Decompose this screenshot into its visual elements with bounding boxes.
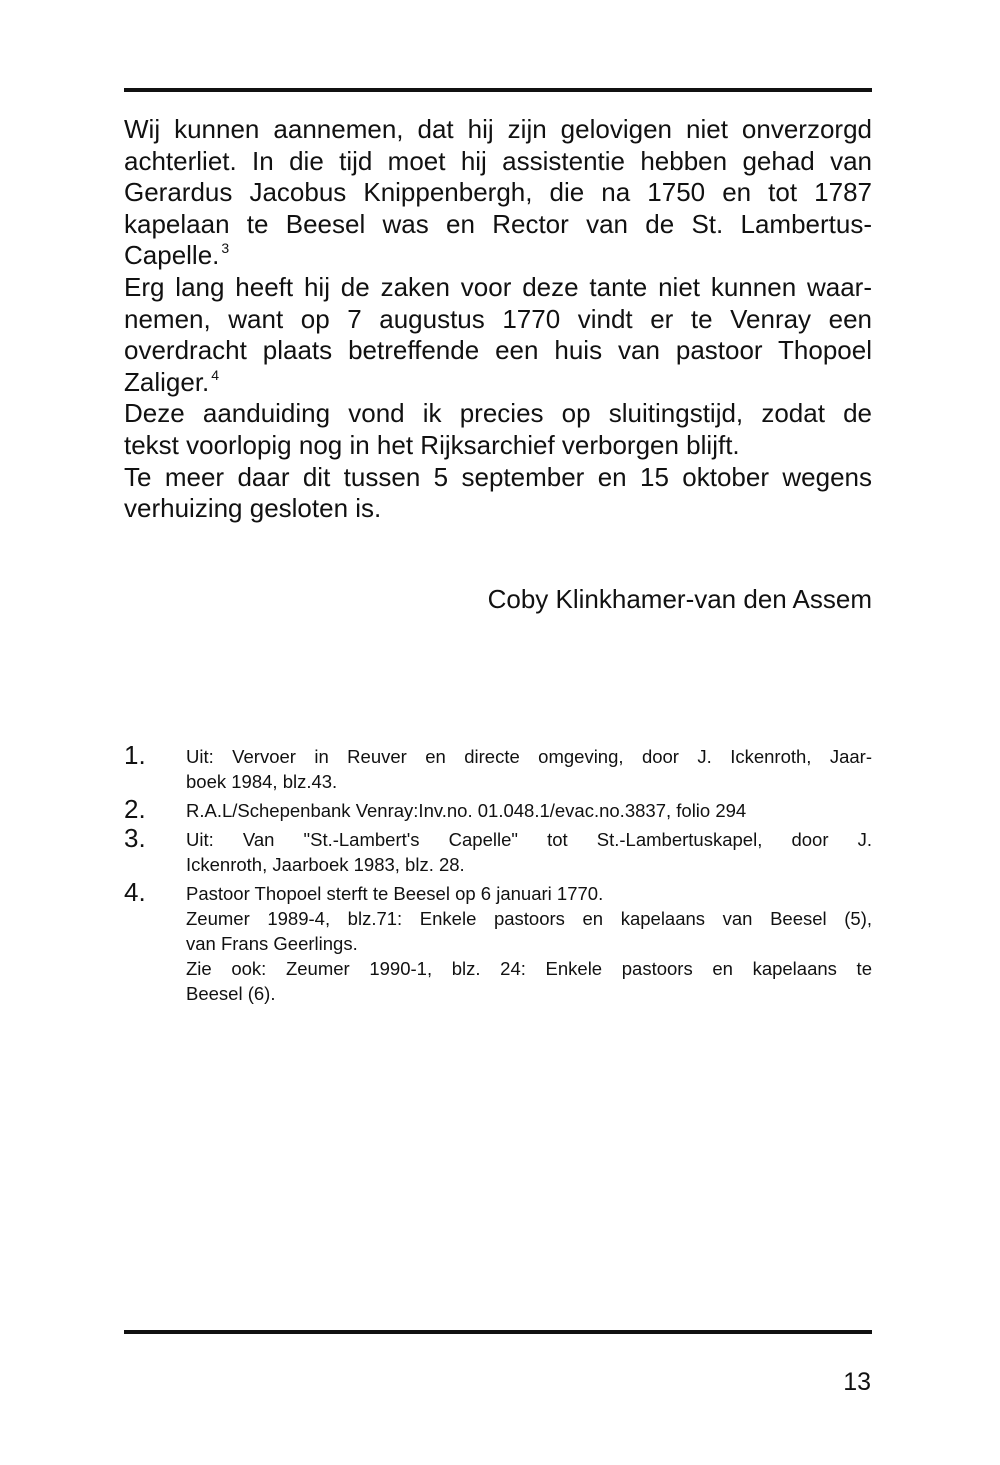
body-line: Gerardus Jacobus Knippenbergh, die na 1750 en tot 1787 [124, 177, 872, 208]
footnote-line: R.A.L/Schepenbank Venray:Inv.no. 01.048.1/evac.no.3837, folio 294 [186, 800, 747, 821]
footnote-line: Beesel (6). [186, 983, 276, 1004]
footnote-line: Zie ook: Zeumer 1990-1, blz. 24: Enkele pastoors en kapelaans te [186, 958, 872, 979]
footnote-line: Pastoor Thopoel sterft te Beesel op 6 januari 1770. [186, 883, 604, 904]
footnote-ref-4: 4 [211, 366, 220, 383]
footnote-1 [124, 740, 872, 794]
body-line [124, 367, 872, 399]
footnotes [124, 740, 872, 1010]
body-line [124, 240, 872, 272]
footnote-number: 1. [124, 740, 146, 770]
body-line: achterliet. In die tijd moet hij assistentie hebben gehad van [124, 145, 872, 176]
body-line: Erg lang heeft hij de zaken voor deze tante niet kunnen waar- [124, 271, 872, 302]
footnote-number: 4. [124, 877, 146, 907]
page-number: 13 [843, 1368, 871, 1396]
footnote-number: 2. [124, 794, 146, 824]
footnote-number: 3. [124, 823, 146, 853]
author-signature: Coby Klinkhamer-van den Assem [487, 584, 872, 614]
body-line-text: Capelle. [124, 240, 220, 271]
footnote-line: Ickenroth, Jaarboek 1983, blz. 28. [186, 854, 465, 875]
body-line: overdracht plaats betreffende een huis van pastoor Thopoel [124, 335, 872, 366]
body-line: nemen, want op 7 augustus 1770 vindt er te Venray een [124, 303, 872, 334]
body-line: Wij kunnen aannemen, dat hij zijn gelovigen niet onverzorgd [124, 114, 872, 144]
footnote-line: van Frans Geerlings. [186, 933, 358, 954]
footnote-ref-3: 3 [221, 240, 230, 257]
body-line: Te meer daar dit tussen 5 september en 15 oktober wegens [124, 461, 872, 492]
body-line-text: Zaliger. [124, 366, 210, 397]
body-text [124, 114, 872, 525]
bottom-rule [124, 1330, 872, 1334]
footnote-2 [124, 794, 872, 824]
footnote-line: boek 1984, blz.43. [186, 771, 338, 792]
footnote-line: Uit: Van "St.-Lambert's Capelle" tot St.-Lambertuskapel, door J. [186, 829, 872, 850]
body-line: verhuizing gesloten is. [124, 493, 382, 524]
footnote-line: Zeumer 1989-4, blz.71: Enkele pastoors en kapelaans van Beesel (5), [186, 908, 872, 929]
body-line: kapelaan te Beesel was en Rector van de St. Lambertus- [124, 208, 872, 239]
body-line: Deze aanduiding vond ik precies op sluitingstijd, zodat de [124, 398, 872, 429]
body-line: tekst voorlopig nog in het Rijksarchief verborgen blijft. [124, 429, 740, 460]
footnote-4 [124, 877, 872, 1006]
footnote-line: Uit: Vervoer in Reuver en directe omgeving, door J. Ickenroth, Jaar- [186, 746, 872, 767]
footnote-3 [124, 823, 872, 877]
top-rule [124, 88, 872, 92]
